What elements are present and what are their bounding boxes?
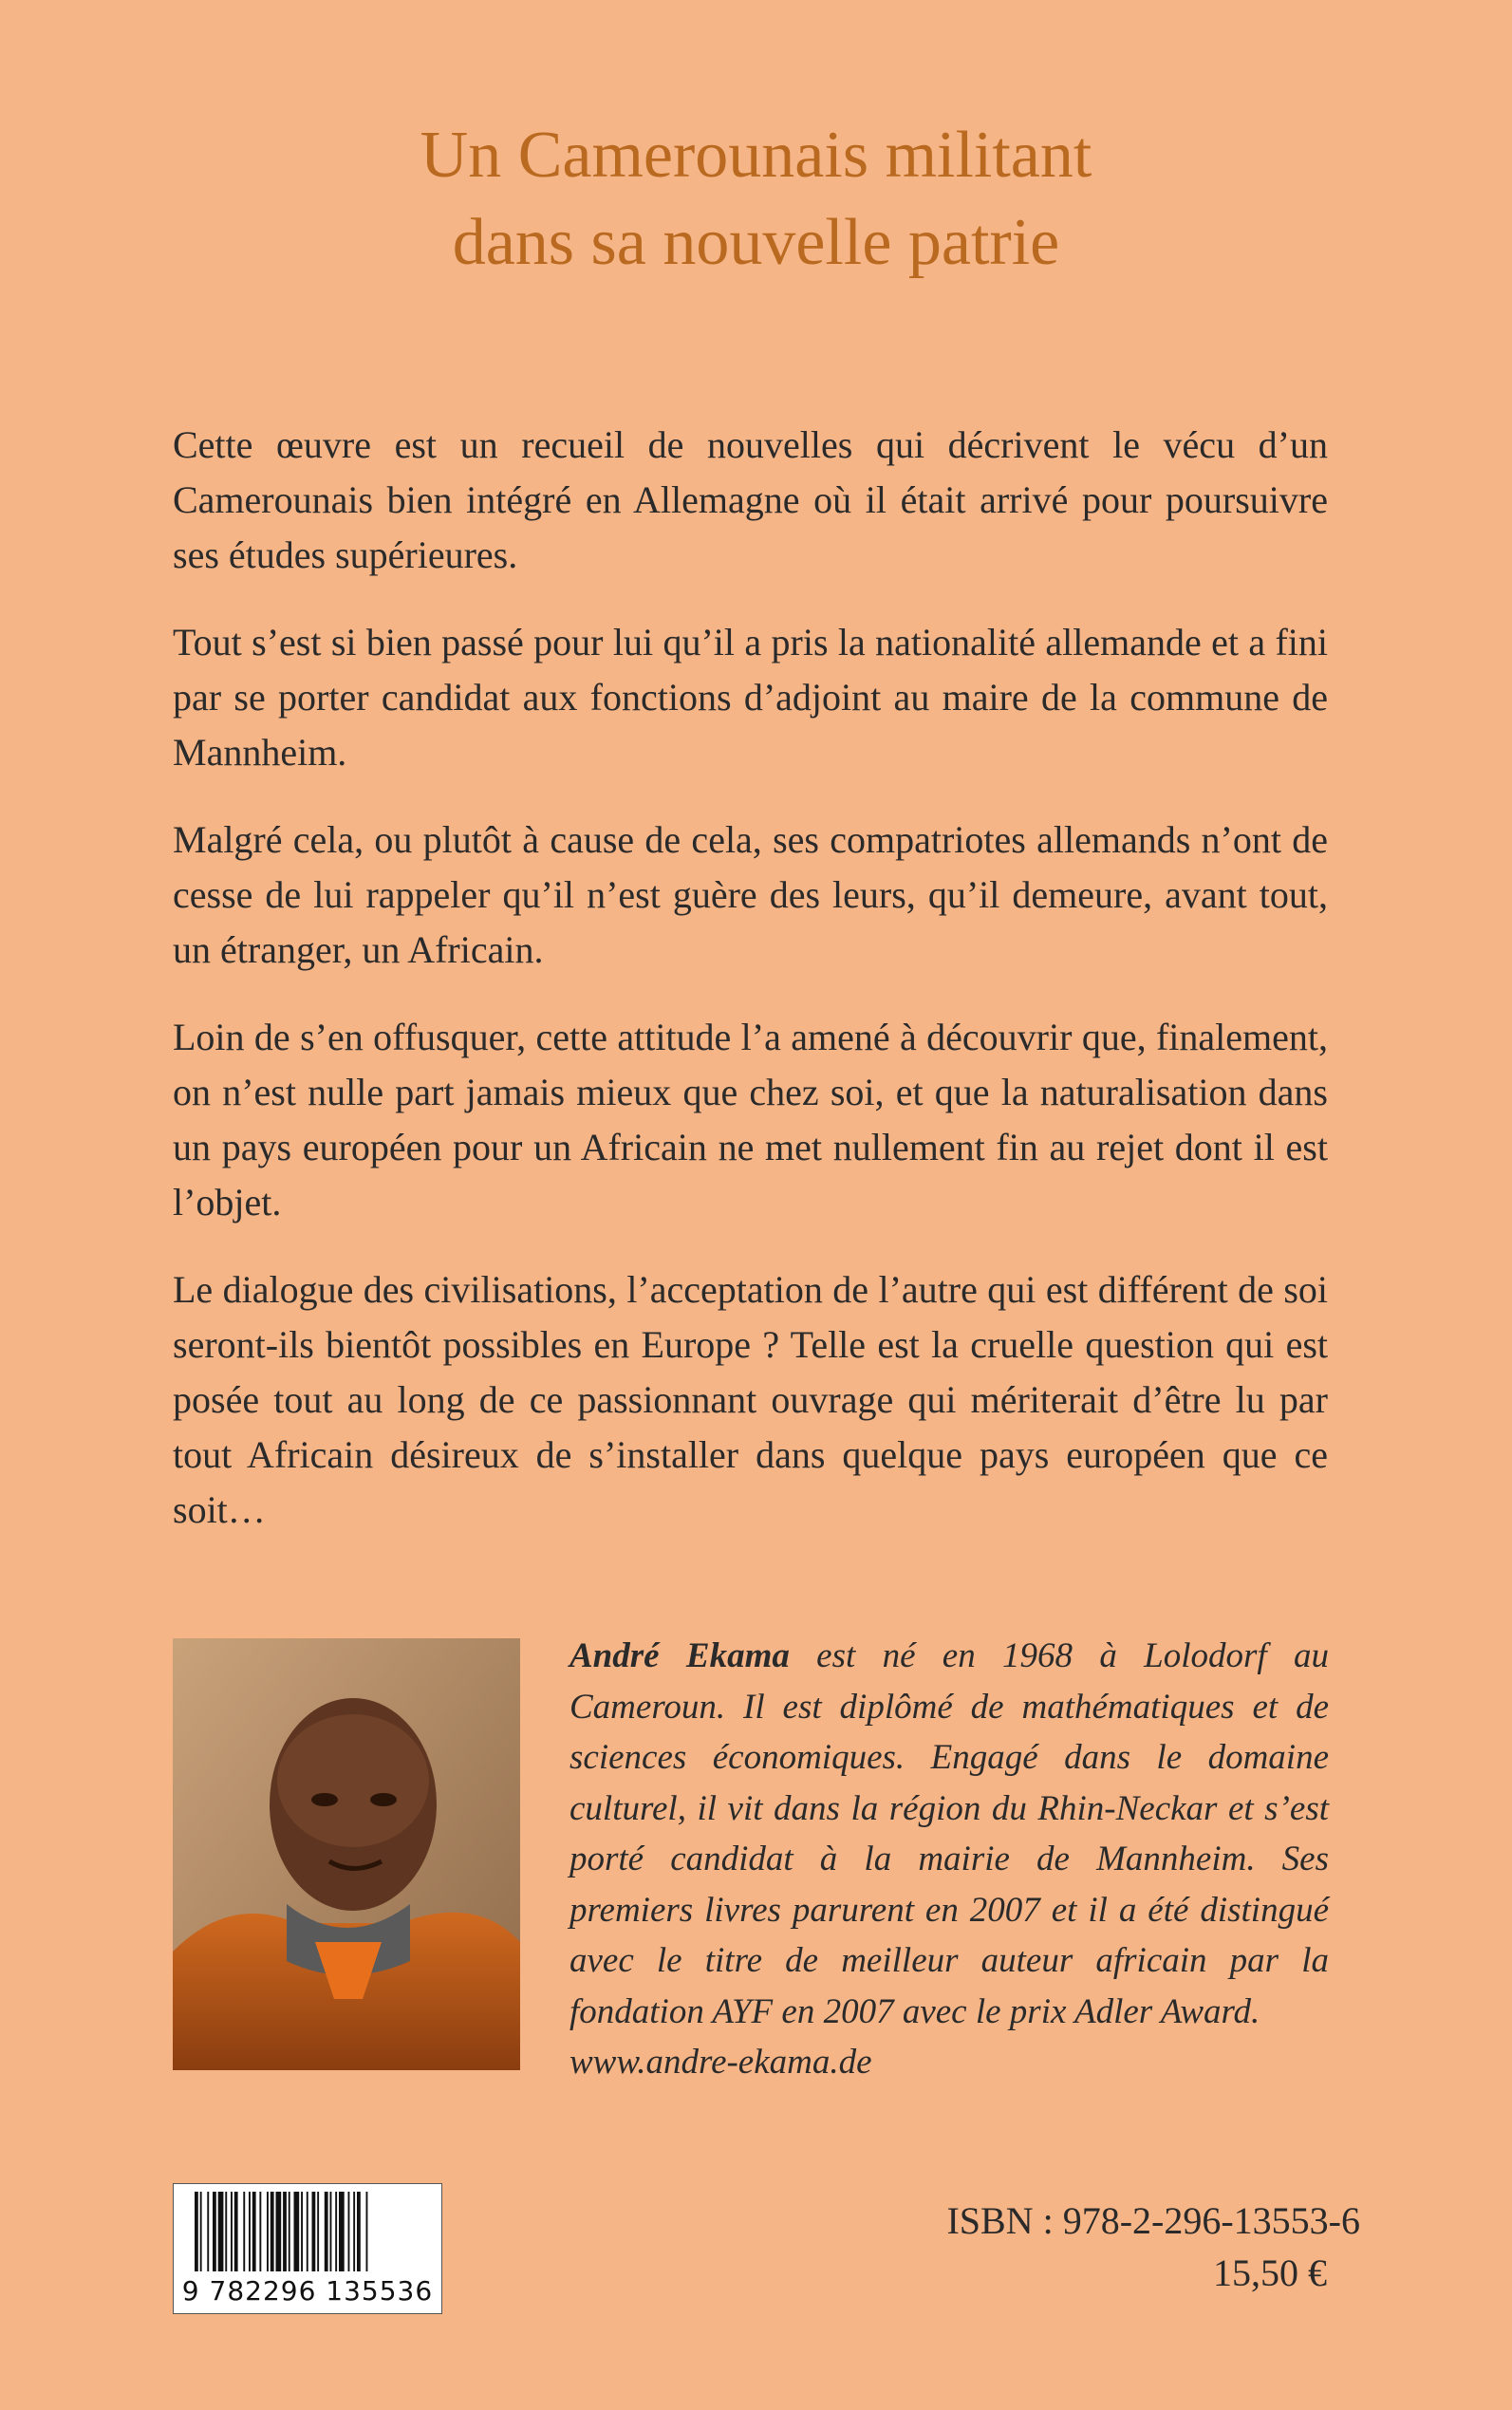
- barcode-bar: [195, 2192, 198, 2271]
- barcode-bar: [366, 2192, 368, 2271]
- barcode-bar: [335, 2192, 337, 2271]
- author-bio-text: est né en 1968 à Lolodorf au Cameroun. Il est diplômé de mathématiques et de sciences économiques. Engagé dans le domaine culturel, il vit dans la région du Rhin-Neckar et s’est porté candidat à la mairie de Mannheim. Ses premiers livres parurent en 2007 et il a été distingué avec le titre de meilleur auteur africain par la fondation AYF en 2007 avec le prix Adler Award.: [569, 1636, 1330, 2031]
- price: 15,50 €: [1213, 2251, 1327, 2294]
- barcode-bar: [301, 2192, 303, 2271]
- barcode-bar: [243, 2192, 245, 2271]
- barcode-bar: [249, 2192, 251, 2271]
- barcode-bar: [317, 2192, 319, 2271]
- book-title-line-1: Un Camerounais militant: [420, 119, 1092, 192]
- author-bio: [569, 1631, 1329, 2088]
- author-name: André Ekama: [569, 1636, 790, 1675]
- barcode-bar: [276, 2192, 282, 2271]
- blurb-paragraph: Le dialogue des civilisations, l’acceptation de l’autre qui est différent de soi seront-ils bientôt possibles en Europe ? Telle est la cruelle question qui est posée tout au long de ce passionnant ouvrage qui mériterait d’être lu par tout Africain désireux de s’installer dans quelque pays européen que ce soit…: [173, 1268, 1328, 1531]
- barcode-bar: [218, 2192, 224, 2271]
- barcode-bar: [330, 2192, 332, 2271]
- isbn: ISBN : 978-2-296-13553-6: [946, 2199, 1360, 2242]
- barcode-bar: [339, 2192, 345, 2271]
- barcode-bar: [252, 2192, 256, 2271]
- barcode-bar: [307, 2192, 308, 2271]
- barcode-bar: [294, 2192, 300, 2271]
- barcode-bar: [283, 2192, 287, 2271]
- barcode-bar: [357, 2192, 361, 2271]
- author-photo-illustration: [173, 1638, 520, 2070]
- barcode-bar: [348, 2192, 350, 2271]
- barcode-bar: [231, 2192, 233, 2271]
- author-website-link[interactable]: www.andre-ekama.de: [569, 2043, 872, 2082]
- author-photo: [173, 1638, 520, 2070]
- barcode-digits: 9 782296 135536: [181, 2275, 434, 2307]
- barcode-bar: [234, 2192, 238, 2271]
- book-title-line-2: dans sa nouvelle patrie: [452, 206, 1060, 279]
- barcode-bar: [267, 2192, 269, 2271]
- barcode-bar: [312, 2192, 316, 2271]
- blurb-paragraph: Loin de s’en offusquer, cette attitude l’a amené à découvrir que, finalement, on n’est nulle part jamais mieux que chez soi, et que la naturalisation dans un pays européen pour un Africain ne met nullement fin au rejet dont il est l’objet.: [173, 1016, 1328, 1224]
- blurb-paragraph: Tout s’est si bien passé pour lui qu’il a pris la nationalité allemande et a fini par se porter candidat aux fonctions d’adjoint au maire de la commune de Mannheim.: [173, 621, 1328, 774]
- barcode-bars: [174, 2184, 441, 2279]
- blurb-paragraph: Cette œuvre est un recueil de nouvelles qui décrivent le vécu d’un Camerounais bien intégré en Allemagne où il était arrivé pour poursuivre ses études supérieures.: [173, 423, 1328, 576]
- barcode-bar: [200, 2192, 202, 2271]
- barcode-bar: [207, 2192, 209, 2271]
- blurb-paragraph: Malgré cela, ou plutôt à cause de cela, ses compatriotes allemands n’ont de cesse de lui rappeler qu’il n’est guère des leurs, qu’il demeure, avant tout, un étranger, un Africain.: [173, 818, 1328, 971]
- barcode-bar: [259, 2192, 261, 2271]
- barcode-bar: [289, 2192, 290, 2271]
- barcode-bar: [213, 2192, 216, 2271]
- blurb: [173, 418, 1328, 1570]
- barcode-bar: [325, 2192, 328, 2271]
- barcode-bar: [271, 2192, 274, 2271]
- barcode-bar: [225, 2192, 227, 2271]
- book-title: [0, 112, 1512, 287]
- barcode-bar: [353, 2192, 355, 2271]
- barcode: [173, 2183, 442, 2314]
